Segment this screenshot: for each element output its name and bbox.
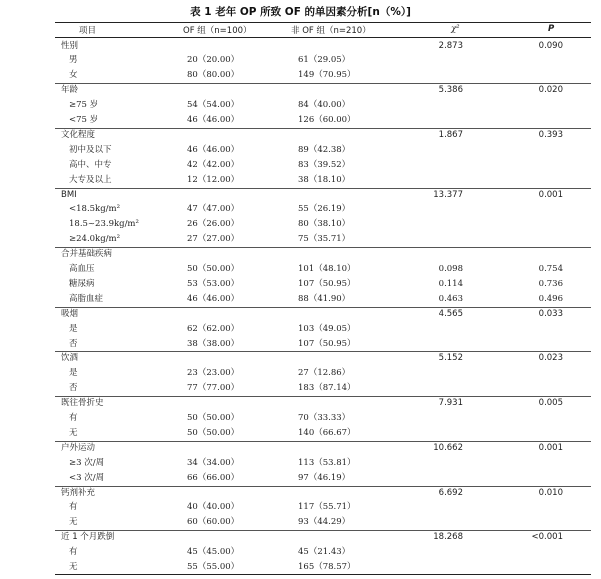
p-value: 0.001 — [538, 189, 563, 200]
table-row — [55, 471, 591, 485]
group-row — [55, 351, 591, 365]
row-label: 否 — [69, 338, 78, 349]
table-row — [55, 53, 591, 67]
table-row — [55, 322, 591, 336]
row-label: 18.5~23.9kg/m² — [69, 219, 139, 230]
row-label: 有 — [69, 547, 78, 558]
table-row — [55, 262, 591, 276]
row-label: 吸烟 — [61, 308, 79, 319]
non-of-group-value: 45（21.43） — [298, 547, 351, 558]
non-of-group-value: 88（41.90） — [298, 293, 351, 304]
of-group-value: 20（20.00） — [187, 55, 240, 66]
of-group-value: 42（42.00） — [187, 159, 240, 170]
of-group-value: 40（40.00） — [187, 502, 240, 513]
non-of-group-value: 55（26.19） — [298, 204, 351, 215]
row-label: 无 — [69, 517, 78, 528]
row-label: 高中、中专 — [69, 159, 112, 170]
table-row — [55, 113, 591, 127]
p-value: 0.736 — [538, 278, 563, 289]
p-value: 0.090 — [538, 40, 563, 51]
non-of-group-value: 89（42.38） — [298, 144, 351, 155]
table-bottom-rule — [55, 574, 591, 575]
non-of-group-value: 126（60.00） — [298, 115, 356, 125]
chi-square-value: 10.662 — [433, 442, 463, 453]
non-of-group-value: 75（35.71） — [298, 234, 351, 245]
header-item: 项目 — [79, 26, 97, 36]
of-group-value: 60（60.00） — [187, 517, 240, 528]
table-top-rule — [55, 22, 591, 23]
table-row — [55, 426, 591, 440]
chi-square-value: 18.268 — [433, 532, 463, 543]
p-value: 0.005 — [538, 398, 563, 409]
of-group-value: 50（50.00） — [187, 427, 240, 438]
table-row — [55, 158, 591, 172]
row-label: ≥75 岁 — [69, 100, 99, 111]
table-row — [55, 143, 591, 157]
of-group-value: 26（26.00） — [187, 219, 240, 230]
of-group-value: 27（27.00） — [187, 234, 240, 245]
of-group-value: 66（66.00） — [187, 472, 240, 483]
row-label: 女 — [69, 70, 78, 81]
row-label: 有 — [69, 413, 78, 423]
table-row — [55, 337, 591, 351]
of-group-value: 50（50.00） — [187, 413, 240, 423]
p-value: 0.020 — [538, 85, 563, 96]
of-group-value: 23（23.00） — [187, 368, 240, 379]
chi-square-value: 0.114 — [438, 278, 463, 289]
row-label: 初中及以下 — [69, 144, 112, 155]
table-row — [55, 515, 591, 529]
row-label: 年龄 — [61, 85, 79, 96]
row-label: 既往骨折史 — [61, 398, 104, 409]
non-of-group-value: 117（55.71） — [298, 502, 356, 513]
of-group-value: 50（50.00） — [187, 264, 240, 274]
non-of-group-value: 101（48.10） — [298, 264, 356, 274]
row-label: <18.5kg/m² — [69, 204, 120, 215]
group-row — [55, 83, 591, 97]
chi-square-value: 1.867 — [438, 129, 463, 140]
row-label: <3 次/周 — [69, 472, 105, 483]
non-of-group-value: 140（66.67） — [298, 427, 356, 438]
non-of-group-value: 183（87.14） — [298, 383, 356, 394]
header-non-of-group: 非 OF 组（n=210） — [291, 26, 371, 36]
row-label: 有 — [69, 502, 78, 513]
group-row — [55, 307, 591, 321]
group-row — [55, 396, 591, 410]
table-row — [55, 545, 591, 559]
group-row — [55, 530, 591, 544]
p-value: <0.001 — [531, 532, 563, 543]
of-group-value: 38（38.00） — [187, 338, 240, 349]
chi-square-value: 0.463 — [438, 293, 463, 304]
p-value: 0.496 — [538, 293, 563, 304]
chi-square-value: 6.692 — [438, 487, 463, 498]
row-label: 否 — [69, 383, 78, 394]
table-row — [55, 411, 591, 425]
p-value: 0.001 — [538, 442, 563, 453]
non-of-group-value: 107（50.95） — [298, 338, 356, 349]
table-row — [55, 292, 591, 306]
row-label: ≥3 次/周 — [69, 457, 105, 468]
table-row — [55, 277, 591, 291]
row-label: BMI — [61, 189, 77, 200]
row-label: 男 — [69, 55, 78, 66]
non-of-group-value: 103（49.05） — [298, 323, 356, 334]
of-group-value: 53（53.00） — [187, 278, 240, 289]
table-title: 表 1 老年 OP 所致 OF 的单因素分析[n（%）] — [190, 6, 411, 18]
table-row — [55, 202, 591, 216]
row-label: 饮酒 — [61, 353, 79, 364]
non-of-group-value: 149（70.95） — [298, 70, 356, 81]
chi-square-value: 0.098 — [438, 264, 463, 274]
non-of-group-value: 27（12.86） — [298, 368, 351, 379]
non-of-group-value: 165（78.57） — [298, 562, 356, 572]
group-row — [55, 128, 591, 142]
row-label: 合并基础疾病 — [61, 249, 113, 260]
p-value: 0.754 — [538, 264, 563, 274]
of-group-value: 34（34.00） — [187, 457, 240, 468]
non-of-group-value: 61（29.05） — [298, 55, 351, 66]
row-label: 无 — [69, 427, 78, 438]
row-label: 文化程度 — [61, 129, 96, 140]
non-of-group-value: 97（46.19） — [298, 472, 351, 483]
group-row — [55, 486, 591, 500]
table-row — [55, 366, 591, 380]
non-of-group-value: 80（38.10） — [298, 219, 351, 230]
non-of-group-value: 38（18.10） — [298, 174, 351, 185]
header-p-value: P — [548, 24, 555, 34]
row-label: 钙剂补充 — [61, 487, 96, 498]
table-row — [55, 98, 591, 112]
row-label: 近 1 个月跌倒 — [61, 532, 115, 543]
row-label: ≥24.0kg/m² — [69, 234, 120, 245]
of-group-value: 46（46.00） — [187, 144, 240, 155]
row-label: 户外运动 — [61, 442, 96, 453]
table-row — [55, 500, 591, 514]
chi-square-value: 5.152 — [438, 353, 463, 364]
non-of-group-value: 83（39.52） — [298, 159, 351, 170]
of-group-value: 54（54.00） — [187, 100, 240, 111]
table-row — [55, 232, 591, 246]
p-value: 0.033 — [538, 308, 563, 319]
chi-square-value: 2.873 — [438, 40, 463, 51]
group-row — [55, 188, 591, 202]
of-group-value: 77（77.00） — [187, 383, 240, 394]
table-row — [55, 68, 591, 82]
of-group-value: 12（12.00） — [187, 174, 240, 185]
of-group-value: 45（45.00） — [187, 547, 240, 558]
p-value: 0.010 — [538, 487, 563, 498]
chi-square-value: 4.565 — [438, 308, 463, 319]
row-label: 糖尿病 — [69, 278, 95, 289]
chi-square-value: 5.386 — [438, 85, 463, 96]
table-row — [55, 381, 591, 395]
p-value: 0.023 — [538, 353, 563, 364]
row-label: 高脂血症 — [69, 293, 104, 304]
header-chi-square: χ² — [451, 24, 460, 34]
non-of-group-value: 84（40.00） — [298, 100, 351, 111]
non-of-group-value: 107（50.95） — [298, 278, 356, 289]
of-group-value: 47（47.00） — [187, 204, 240, 215]
of-group-value: 55（55.00） — [187, 562, 240, 572]
row-label: 是 — [69, 368, 78, 379]
row-label: 高血压 — [69, 264, 95, 274]
chi-square-value: 7.931 — [438, 398, 463, 409]
group-row — [55, 39, 591, 53]
of-group-value: 80（80.00） — [187, 70, 240, 81]
of-group-value: 62（62.00） — [187, 323, 240, 334]
chi-square-value: 13.377 — [433, 189, 463, 200]
row-label: 性别 — [61, 40, 79, 51]
group-row — [55, 247, 591, 261]
of-group-value: 46（46.00） — [187, 293, 240, 304]
row-label: 是 — [69, 323, 78, 334]
table-row — [55, 456, 591, 470]
table-row — [55, 217, 591, 231]
of-group-value: 46（46.00） — [187, 115, 240, 125]
header-of-group: OF 组（n=100） — [183, 26, 252, 36]
table-row — [55, 560, 591, 574]
p-value: 0.393 — [538, 129, 563, 140]
group-row — [55, 441, 591, 455]
row-label: <75 岁 — [69, 115, 99, 125]
non-of-group-value: 70（33.33） — [298, 413, 351, 423]
row-label: 大专及以上 — [69, 174, 112, 185]
table-row — [55, 173, 591, 187]
non-of-group-value: 113（53.81） — [298, 457, 356, 468]
row-label: 无 — [69, 562, 78, 572]
non-of-group-value: 93（44.29） — [298, 517, 351, 528]
